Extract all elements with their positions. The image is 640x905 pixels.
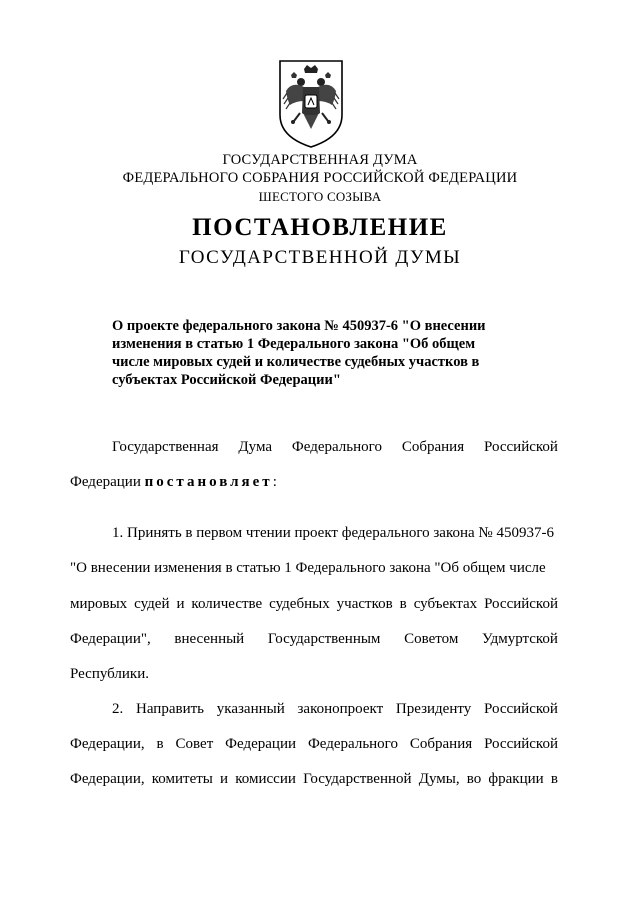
point1-line-5: Республики. <box>70 666 149 682</box>
word: внесенный <box>174 631 245 647</box>
word: Российской <box>484 596 558 612</box>
point1-line-2: "О внесении изменения в статью 1 Федерального закона "Об общем числе <box>70 560 546 576</box>
word: Российской <box>484 736 558 752</box>
point2-line-3 <box>70 771 558 788</box>
word: комиссии <box>235 771 296 787</box>
word: Дума <box>238 439 273 455</box>
word: Государственной <box>303 771 412 787</box>
word: Российской <box>484 701 558 717</box>
word: Направить <box>136 701 204 717</box>
word: мировых <box>70 596 128 612</box>
word: указанный <box>216 701 285 717</box>
word: субъектах <box>413 596 478 612</box>
coat-of-arms-icon <box>274 55 348 151</box>
word: Федерации <box>225 736 297 752</box>
word: в <box>156 736 164 752</box>
word: Думы, <box>418 771 460 787</box>
word: законопроект <box>297 701 384 717</box>
word: в <box>550 771 558 787</box>
word: Советом <box>404 631 459 647</box>
point1-line-4 <box>70 631 558 648</box>
resolution-subject <box>112 317 512 389</box>
word: участков <box>336 596 393 612</box>
header-line-1: ГОСУДАРСТВЕННАЯ ДУМА <box>222 152 418 168</box>
subject-line: числе мировых судей и количестве судебных участков в <box>112 354 480 370</box>
word: Совет <box>175 736 214 752</box>
point1-line-3 <box>70 596 558 613</box>
word: фракции <box>488 771 544 787</box>
point2-line-2 <box>70 736 558 753</box>
word: Собрания <box>409 736 473 752</box>
header-line-3: ШЕСТОГО СОЗЫВА <box>258 189 382 204</box>
word: в <box>399 596 407 612</box>
word: Федерации, <box>70 736 145 752</box>
word: Федерации", <box>70 631 151 647</box>
document-title: ПОСТАНОВЛЕНИЕ <box>192 214 448 241</box>
intro-spaced-verb: постановляет <box>144 474 273 490</box>
word: и <box>220 771 229 787</box>
point1-line-1: 1. Принять в первом чтении проект федерального закона № 450937-6 <box>112 525 554 541</box>
word: Государственная <box>112 439 219 455</box>
word: количестве <box>191 596 263 612</box>
word: судей <box>134 596 170 612</box>
word: 2. <box>112 701 124 717</box>
subject-line: О проекте федерального закона № 450937-6 "О внесении <box>112 318 486 334</box>
subject-line: субъектах Российской Федерации" <box>112 372 341 388</box>
word: Удмуртской <box>482 631 558 647</box>
word: Российской <box>484 439 558 455</box>
intro-text: Федерации <box>70 474 145 490</box>
intro-line-2 <box>70 474 558 491</box>
word: Федерального <box>307 736 398 752</box>
word: и <box>176 596 185 612</box>
point2-line-1 <box>70 701 558 718</box>
document-subtitle: ГОСУДАРСТВЕННОЙ ДУМЫ <box>178 247 462 268</box>
word: Федерации, <box>70 771 145 787</box>
subject-line: изменения в статью 1 Федерального закона "Об общем <box>112 336 476 352</box>
word: Президенту <box>395 701 472 717</box>
word: судебных <box>269 596 330 612</box>
word: во <box>466 771 482 787</box>
word: комитеты <box>151 771 213 787</box>
word: Государственным <box>267 631 381 647</box>
word: Федерального <box>291 439 382 455</box>
intro-colon: : <box>272 474 277 490</box>
header-line-2: ФЕДЕРАЛЬНОГО СОБРАНИЯ РОССИЙСКОЙ ФЕДЕРАЦИИ <box>122 170 518 186</box>
word: Собрания <box>401 439 465 455</box>
intro-line-1 <box>70 439 558 456</box>
